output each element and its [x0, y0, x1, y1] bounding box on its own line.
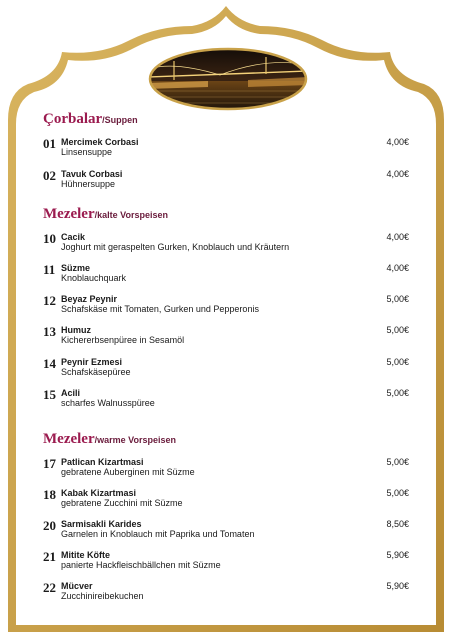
- section-title: Mezeler: [43, 206, 95, 222]
- menu-item: [43, 136, 409, 160]
- item-price: 5,90€: [386, 581, 409, 591]
- item-number: 12: [43, 293, 56, 308]
- item-description: Schafskäse mit Tomaten, Gurken und Pepperonis: [61, 304, 259, 314]
- item-number: 13: [43, 324, 56, 339]
- item-price: 5,00€: [386, 457, 409, 467]
- item-name: Mücver: [61, 581, 93, 591]
- item-description: gebratene Auberginen mit Süzme: [61, 467, 195, 477]
- item-name: Süzme: [61, 263, 91, 273]
- section-heading-warme-vorspeisen: [43, 430, 176, 448]
- item-number: 10: [43, 231, 56, 246]
- item-price: 8,50€: [386, 519, 409, 529]
- item-price: 5,00€: [386, 294, 409, 304]
- menu-item: [43, 356, 409, 380]
- menu-item: [43, 580, 409, 604]
- item-name: Acili: [61, 388, 81, 398]
- section-heading-kalte-vorspeisen: [43, 205, 168, 223]
- menu-item: [43, 293, 409, 317]
- item-name: Cacik: [61, 232, 86, 242]
- item-number: 22: [43, 580, 56, 595]
- section-subtitle: /warme Vorspeisen: [94, 435, 176, 445]
- item-name: Patlican Kizartmasi: [61, 457, 144, 467]
- item-description: scharfes Walnusspüree: [61, 398, 155, 408]
- item-name: Peynir Ezmesi: [61, 357, 123, 367]
- item-name: Mitite Köfte: [61, 550, 110, 560]
- section-subtitle: /Suppen: [102, 115, 138, 125]
- item-name: Kabak Kizartmasi: [61, 488, 137, 498]
- item-price: 5,00€: [386, 357, 409, 367]
- item-price: 4,00€: [386, 263, 409, 273]
- item-number: 17: [43, 456, 56, 471]
- item-price: 4,00€: [386, 169, 409, 179]
- item-name: Beyaz Peynir: [61, 294, 118, 304]
- item-price: 5,00€: [386, 325, 409, 335]
- item-description: Knoblauchquark: [61, 273, 127, 283]
- menu-item: [43, 518, 409, 542]
- item-description: Joghurt mit geraspelten Gurken, Knoblauch und Kräutern: [61, 242, 290, 252]
- item-number: 20: [43, 518, 56, 533]
- menu-item: [43, 549, 409, 573]
- item-name: Sarmisakli Karides: [61, 519, 142, 529]
- section-title: Çorbalar: [43, 111, 103, 127]
- section-subtitle: /kalte Vorspeisen: [94, 210, 168, 220]
- section-heading-suppen: [43, 110, 138, 128]
- menu-item: [43, 324, 409, 348]
- item-description: Zucchinireibekuchen: [61, 591, 144, 601]
- menu-item: [43, 387, 409, 411]
- item-description: Garnelen in Knoblauch mit Paprika und Tomaten: [61, 529, 255, 539]
- item-number: 21: [43, 549, 56, 564]
- item-description: Kichererbsenpüree in Sesamöl: [61, 335, 185, 345]
- menu-item: [43, 231, 409, 255]
- item-description: Linsensuppe: [61, 147, 113, 157]
- menu-item: [43, 456, 409, 480]
- item-price: 5,90€: [386, 550, 409, 560]
- item-number: 18: [43, 487, 56, 502]
- item-description: gebratene Zucchini mit Süzme: [61, 498, 183, 508]
- item-name: Humuz: [61, 325, 91, 335]
- item-number: 01: [43, 136, 56, 151]
- item-description: Schafskäsepüree: [61, 367, 131, 377]
- section-title: Mezeler: [43, 431, 95, 447]
- item-price: 4,00€: [386, 232, 409, 242]
- item-name: Mercimek Corbasi: [61, 137, 139, 147]
- item-description: panierte Hackfleischbällchen mit Süzme: [61, 560, 221, 570]
- menu-item: [43, 168, 409, 192]
- item-number: 02: [43, 168, 56, 183]
- item-price: 4,00€: [386, 137, 409, 147]
- item-name: Tavuk Corbasi: [61, 169, 123, 179]
- item-number: 15: [43, 387, 56, 402]
- bosphorus-bridge-night-photo: [148, 47, 308, 111]
- item-number: 11: [43, 262, 56, 277]
- menu-item: [43, 262, 409, 286]
- menu-item: [43, 487, 409, 511]
- item-price: 5,00€: [386, 488, 409, 498]
- item-price: 5,00€: [386, 388, 409, 398]
- item-description: Hühnersuppe: [61, 179, 116, 189]
- item-number: 14: [43, 356, 56, 371]
